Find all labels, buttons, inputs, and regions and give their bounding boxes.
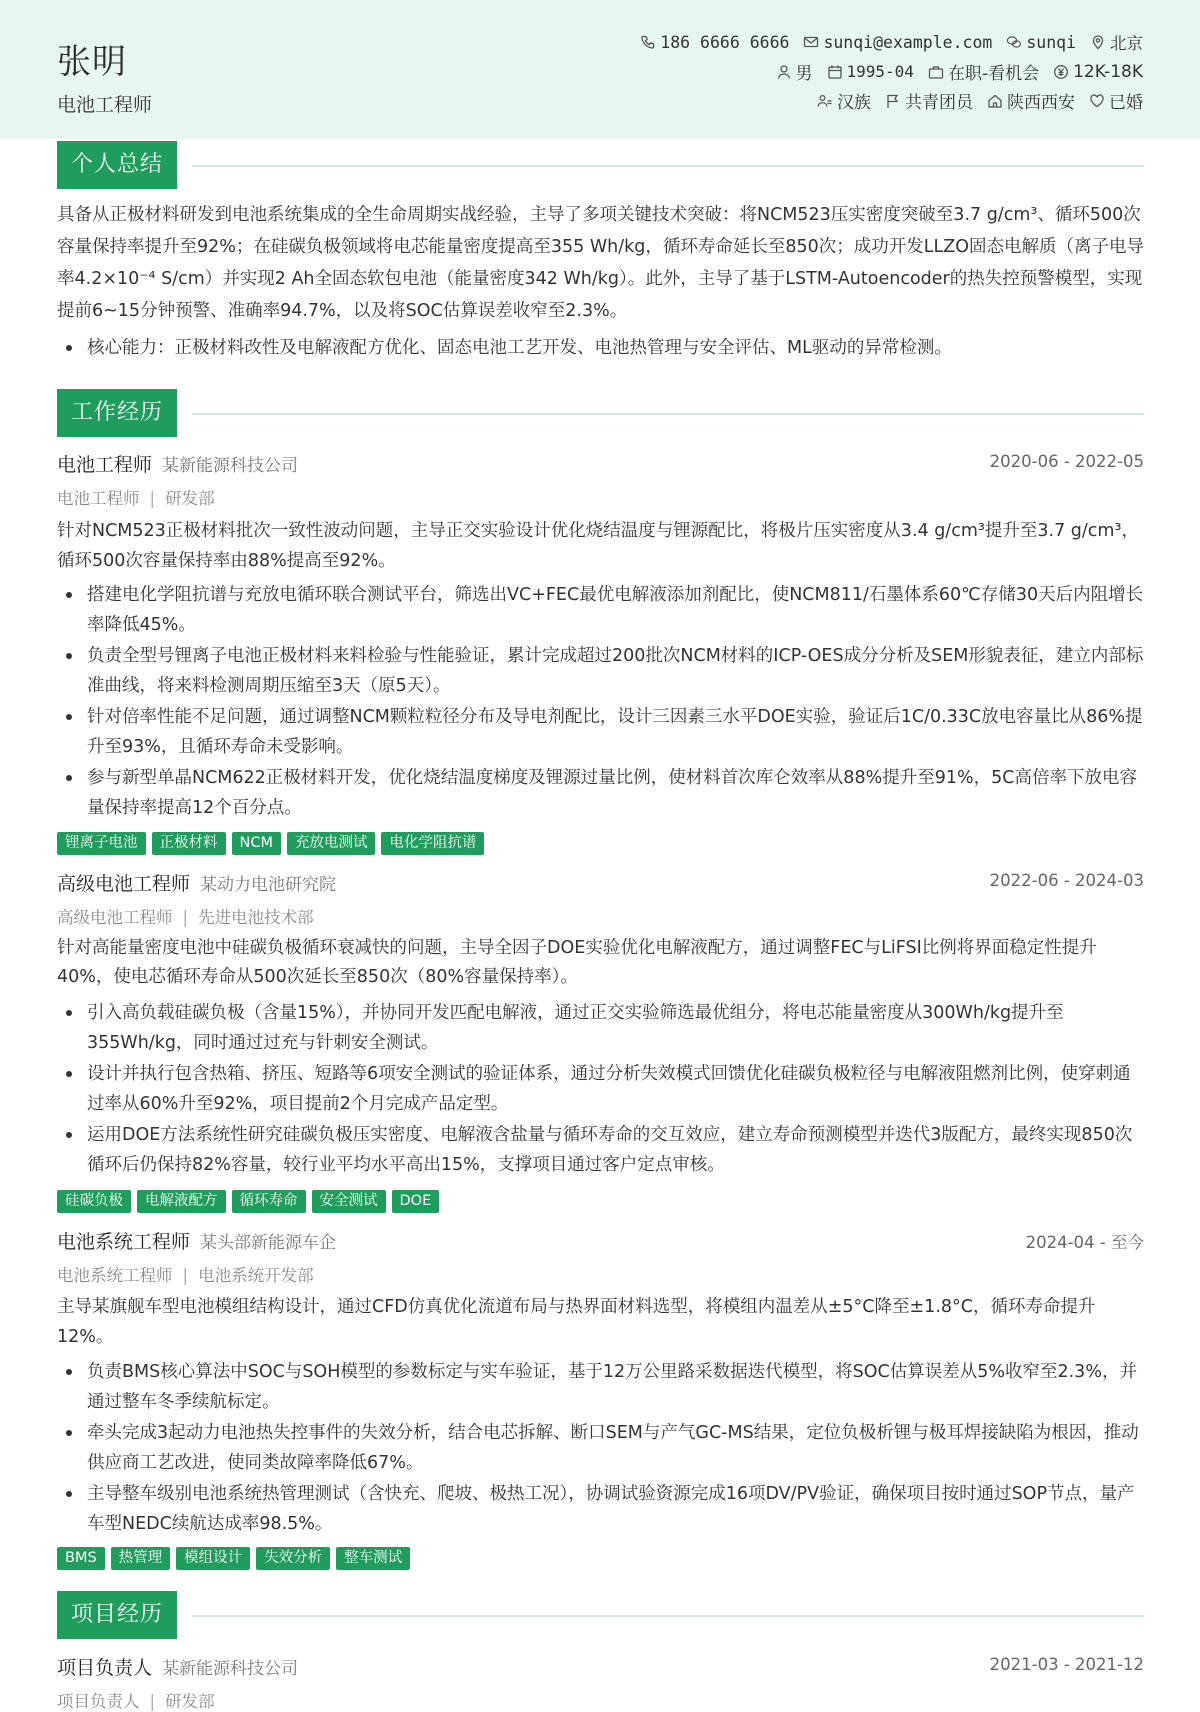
money-icon [1053,64,1069,80]
gender-text: 男 [795,64,813,84]
project-header [57,1653,1144,1681]
wechat-info [1006,33,1076,52]
political-text: 共青团员 [905,93,973,113]
project-date: 2021-03 - 2021-12 [989,1655,1144,1674]
phone-info [640,33,789,52]
job-department: 研发部 [165,489,215,508]
phone-icon [640,34,656,50]
job-date: 2024-04 - 至今 [1025,1233,1144,1252]
ethnicity-text: 汉族 [837,93,871,113]
job-role: 电池工程师 [57,454,153,476]
job-subtitle: 电池工程师 | 研发部 [57,489,215,508]
skill-tag: 正极材料 [152,832,226,855]
job-role: 电池系统工程师 [57,1231,191,1253]
wechat-id[interactable]: sunqi [1026,32,1076,52]
location-pin-icon [1090,34,1106,50]
section-divider [192,413,1144,415]
skill-tag: 失效分析 [256,1547,330,1570]
job-bullet: 负责BMS核心算法中SOC与SOH模型的参数标定与实车验证，基于12万公里路采数据迭代模型，将SOC估算误差从5%收窄至2.3%，并通过整车冬季续航标定。 [57,1357,1147,1417]
hometown-text: 陕西西安 [1007,93,1075,113]
job-header [57,1227,1144,1255]
job-company: 某头部新能源车企 [200,1233,337,1253]
job-date: 2020-06 - 2022-05 [989,452,1144,471]
candidate-title: 电池工程师 [57,94,153,116]
job-bullet: 负责全型号锂离子电池正极材料来料检验与性能验证，累计完成超过200批次NCM材料的ICP-OES成分分析及SEM形貌表征，建立内部标准曲线，将来料检测周期压缩至3天（原5天）。 [57,641,1147,701]
political-info [885,88,973,113]
project-role: 项目负责人 [57,1657,153,1679]
heart-icon [1089,93,1105,109]
job-bullet: 引入高负载硅碳负极（含量15%），并协同开发匹配电解液，通过正交实验筛选最优组分，将电芯能量密度从300Wh/kg提升至355Wh/kg，同时通过过充与针刺安全测试。 [57,998,1147,1058]
skill-tag: 模组设计 [176,1547,250,1570]
marital-info [1089,88,1143,113]
job-intro: 针对高能量密度电池中硅碳负极循环衰减快的问题，主导全因子DOE实验优化电解液配方，通过调整FEC与LiFSI比例将界面稳定性提升40%，使电芯循环寿命从500次延长至850次（80%容量保持率）。 [57,938,1097,987]
basic-info-row [776,59,1144,84]
summary-section-header [57,141,1144,189]
skill-tag: 电解液配方 [137,1190,226,1213]
job-subtitle: 高级电池工程师 | 先进电池技术部 [57,908,314,927]
location-text: 北京 [1110,34,1143,53]
wechat-icon [1006,34,1022,50]
section-divider [192,165,1144,167]
project-position: 项目负责人 [57,1692,140,1711]
salary-info [1053,62,1143,82]
skill-tag: 循环寿命 [232,1190,306,1213]
job-intro: 主导某旗舰车型电池模组结构设计，通过CFD仿真优化流道布局与热界面材料选型，将模组内温差从±5°C降至±1.8°C，循环寿命提升12%。 [57,1297,1096,1347]
email-address[interactable]: sunqi@example.com [823,32,993,52]
skill-tag: BMS [57,1547,105,1570]
contact-row [640,30,1143,54]
marital-text: 已婚 [1109,93,1143,113]
summary-text: 具备从正极材料研发到电池系统集成的全生命周期实战经验，主导了多项关键技术突破：将NCM523压实密度突破至3.7 g/cm³、循环500次容量保持率提升至92%；在硅碳负极领域将电芯能量密度提高至355 Wh/kg，循环寿命延长至850次；成功开发LLZO固态电解质（离子电导率4.2×10⁻⁴ S/cm）并实现2 Ah全固态软包电池（能量密度342 Wh/kg）。此外，主导了基于LSTM-Autoencoder的热失控预警模型，实现提前6~15分钟预警、准确率94.7%，以及将SOC估算误差收窄至2.3%。 [57,205,1145,321]
flag-icon [885,93,901,109]
project-department: 研发部 [165,1692,215,1711]
section-divider [192,1615,1144,1617]
people-icon [817,93,833,109]
projects-section-title: 项目经历 [57,1591,177,1639]
salary-text: 12K-18K [1073,61,1143,82]
job-bullet: 参与新型单晶NCM622正极材料开发，优化烧结温度梯度及锂源过量比例，使材料首次库仑效率从88%提升至91%，5C高倍率下放电容量保持率提高12个百分点。 [57,763,1147,823]
job-tags [57,1190,439,1213]
job-date: 2022-06 - 2024-03 [989,871,1144,890]
ethnicity-info [817,88,871,113]
job-company: 某新能源科技公司 [162,456,299,476]
birth-text: 1995-04 [846,62,914,81]
status-text: 在职-看机会 [947,64,1040,84]
summary-section-title: 个人总结 [57,141,177,189]
job-position: 电池系统工程师 [57,1266,173,1285]
job-tags [57,832,484,855]
summary-bullet: 核心能力：正极材料改性及电解液配方优化、固态电池工艺开发、电池热管理与安全评估、ML驱动的异常检测。 [57,333,1147,363]
location-info [1090,30,1143,54]
job-bullet: 搭建电化学阻抗谱与充放电循环联合测试平台，筛选出VC+FEC最优电解液添加剂配比，使NCM811/石墨体系60℃存储30天后内阻增长率降低45%。 [57,580,1147,640]
job-header [57,869,1144,897]
gender-info [776,59,813,84]
status-info [928,59,1039,84]
job-bullet: 牵头完成3起动力电池热失控事件的失效分析，结合电芯拆解、断口SEM与产气GC-MS结果，定位负极析锂与极耳焊接缺陷为根因，推动供应商工艺改进，使同类故障率降低67%。 [57,1418,1147,1478]
job-tags [57,1547,410,1570]
mail-icon [803,34,819,50]
job-department: 先进电池技术部 [198,908,314,927]
job-bullets [57,580,1147,824]
candidate-name: 张明 [57,42,127,82]
skill-tag: 硅碳负极 [57,1190,131,1213]
skill-tag: NCM [232,832,281,855]
job-role: 高级电池工程师 [57,873,191,895]
skill-tag: 安全测试 [312,1190,386,1213]
project-company: 某新能源科技公司 [162,1659,299,1679]
phone-number[interactable]: 186 6666 6666 [660,32,790,52]
user-icon [776,64,792,80]
skill-tag: DOE [392,1190,440,1213]
resume-header [0,0,1200,139]
job-header [57,450,1144,478]
calendar-icon [827,64,843,80]
skill-tag: 整车测试 [336,1547,410,1570]
skill-tag: 热管理 [111,1547,171,1570]
job-subtitle: 电池系统工程师 | 电池系统开发部 [57,1266,314,1285]
project-subtitle: 项目负责人 | 研发部 [57,1692,215,1711]
job-bullet: 主导整车级别电池系统热管理测试（含快充、爬坡、极热工况），协调试验资源完成16项DV/PV验证，确保项目按时通过SOP节点，量产车型NEDC续航达成率98.5%。 [57,1479,1147,1539]
briefcase-icon [928,64,944,80]
skill-tag: 充放电测试 [287,832,376,855]
job-company: 某动力电池研究院 [200,875,337,895]
birth-info [827,62,914,81]
hometown-info [987,88,1075,113]
home-icon [987,93,1003,109]
work-section-header [57,389,1144,437]
job-bullet: 运用DOE方法系统性研究硅碳负极压实密度、电解液含盐量与循环寿命的交互效应，建立寿命预测模型并迭代3版配方，最终实现850次循环后仍保持82%容量，较行业平均水平高出15%，支撑项目通过客户定点审核。 [57,1120,1147,1180]
email-info [803,33,992,52]
job-bullet: 针对倍率性能不足问题，通过调整NCM颗粒粒径分布及导电剂配比，设计三因素三水平DOE实验，验证后1C/0.33C放电容量比从86%提升至93%，且循环寿命未受影响。 [57,702,1147,762]
job-department: 电池系统开发部 [198,1266,314,1285]
job-position: 电池工程师 [57,489,140,508]
job-intro: 针对NCM523正极材料批次一致性波动问题，主导正交实验设计优化烧结温度与锂源配比，将极片压实密度从3.4 g/cm³提升至3.7 g/cm³，循环500次容量保持率由88%提高至92%。 [57,521,1139,571]
job-position: 高级电池工程师 [57,908,173,927]
summary-bullets [57,333,1147,364]
skill-tag: 锂离子电池 [57,832,146,855]
personal-info-row [817,88,1143,113]
work-section-title: 工作经历 [57,389,177,437]
job-bullet: 设计并执行包含热箱、挤压、短路等6项安全测试的验证体系，通过分析失效模式回馈优化硅碳负极粒径与电解液阻燃剂比例，使穿刺通过率从60%升至92%，项目提前2个月完成产品定型。 [57,1059,1147,1119]
job-bullets [57,1357,1147,1540]
skill-tag: 电化学阻抗谱 [381,832,484,855]
projects-section-header [57,1591,1144,1639]
job-bullets [57,998,1147,1181]
